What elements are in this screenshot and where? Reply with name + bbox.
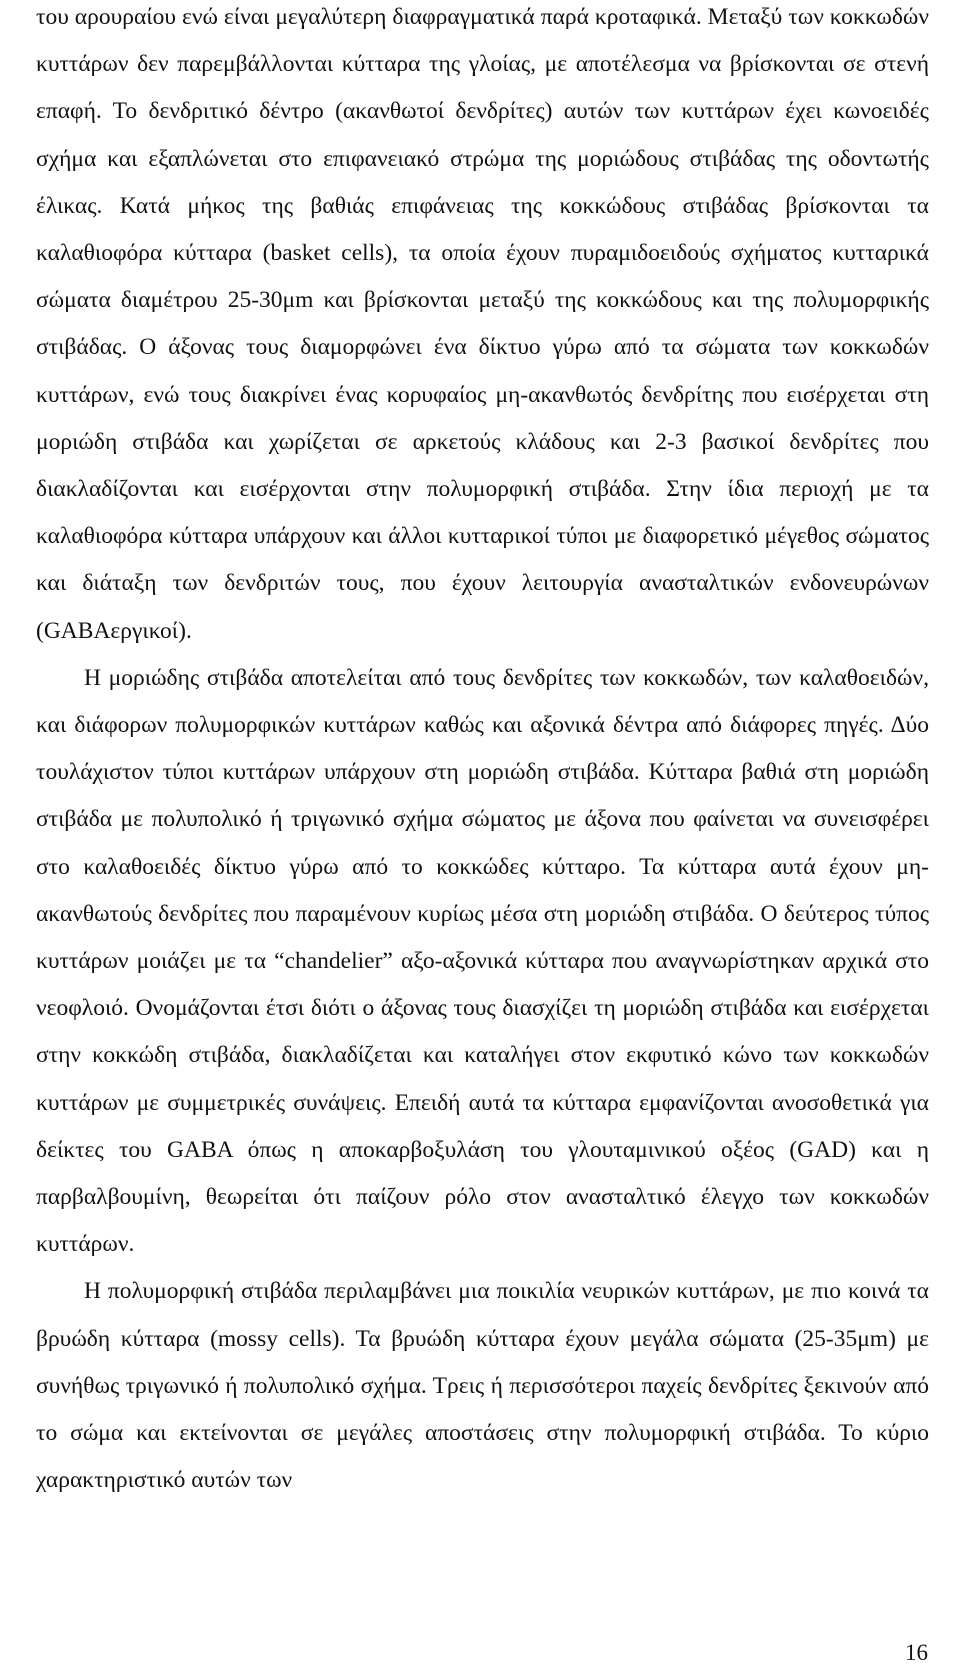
page-number: 16 [905, 1640, 928, 1665]
paragraph-polymorphic-layer: Η πολυμορφική στιβάδα περιλαμβάνει μια ποικιλία νευρικών κυττάρων, με πιο κοινά τα βρυώδη κύτταρα (mossy cells). Τα βρυώδη κύτταρα έχουν μεγάλα σώματα (25-35μm) με συνήθως τριγωνικό ή πολυπολικό σχήμα. Τρεις ή περισσότεροι παχείς δενδρίτες ξεκινούν από το σώμα και εκτείνονται σε μεγάλες αποστάσεις στην πολυμορφική στιβάδα. Το κύριο χαρακτηριστικό αυτών των [36, 1278, 929, 1494]
paragraph-molecular-layer: Η μοριώδης στιβάδα αποτελείται από τους δενδρίτες των κοκκωδών, των καλαθοειδών, και διάφορων πολυμορφικών κυττάρων καθώς και αξονικά δέντρα από διάφορες πηγές. Δύο τουλάχιστον τύποι κυττάρων υπάρχουν στη μοριώδη στιβάδα. Κύτταρα βαθιά στη μοριώδη στιβάδα με πολυπολικό ή τριγωνικό σχήμα σώματος με άξονα που φαίνεται να συνεισφέρει στο καλαθοειδές δίκτυο γύρω από το κοκκώδες κύτταρο. Τα κύτταρα αυτά έχουν μη-ακανθωτούς δενδρίτες που παραμένουν κυρίως μέσα στη μοριώδη στιβάδα. Ο δεύτερος τύπος κυττάρων μοιάζει με τα “chandelier” αξο-αξονικά κύτταρα που αναγνωρίστηκαν αρχικά στο νεοφλοιό. Ονομάζονται έτσι διότι ο άξονας τους διασχίζει τη μοριώδη στιβάδα και εισέρχεται στην κοκκώδη στιβάδα, διακλαδίζεται και καταλήγει στον εκφυτικό κώνο των κοκκωδών κυττάρων με συμμετρικές συνάψεις. Επειδή αυτά τα κύτταρα εμφανίζονται ανοσοθετικά για δείκτες του GABA όπως η αποκαρβοξυλάση του γλουταμινικού οξέος (GAD) και η παρβαλβουμίνη, θεωρείται ότι παίζουν ρόλο στον ανασταλτικό έλεγχο των κοκκωδών κυττάρων. [36, 664, 929, 1258]
paragraph-granule-cells: του αρουραίου ενώ είναι μεγαλύτερη διαφραγματικά παρά κροταφικά. Μεταξύ των κοκκωδών κυττάρων δεν παρεμβάλλονται κύτταρα της γλοίας, με αποτέλεσμα να βρίσκονται σε στενή επαφή. Το δενδριτικό δέντρο (ακανθωτοί δενδρίτες) αυτών των κυττάρων έχει κωνοειδές σχήμα και εξαπλώνεται στο επιφανειακό στρώμα της μοριώδους στιβάδας της οδοντωτής έλικας. Κατά μήκος της βαθιάς επιφάνειας της κοκκώδους στιβάδας βρίσκονται τα καλαθιοφόρα κύτταρα (basket cells), τα οποία έχουν πυραμιδοειδούς σχήματος κυτταρικά σώματα διαμέτρου 25-30μm και βρίσκονται μεταξύ της κοκκώδους και της πολυμορφικής στιβάδας. Ο άξονας τους διαμορφώνει ένα δίκτυο γύρω από τα σώματα των κοκκωδών κυττάρων, ενώ τους διακρίνει ένας κορυφαίος μη-ακανθωτός δενδρίτης που εισέρχεται στη μοριώδη στιβάδα και χωρίζεται σε αρκετούς κλάδους και 2-3 βασικοί δενδρίτες που διακλαδίζονται και εισέρχονται στην πολυμορφική στιβάδα. Στην ίδια περιοχή με τα καλαθιοφόρα κύτταρα υπάρχουν και άλλοι κυτταρικοί τύποι με διαφορετικό μέγεθος σώματος και διάταξη των δενδριτών τους, που έχουν λειτουργία ανασταλτικών ενδονευρώνων (GABAεργικοί). [36, 4, 929, 644]
document-page [36, 0, 929, 1505]
